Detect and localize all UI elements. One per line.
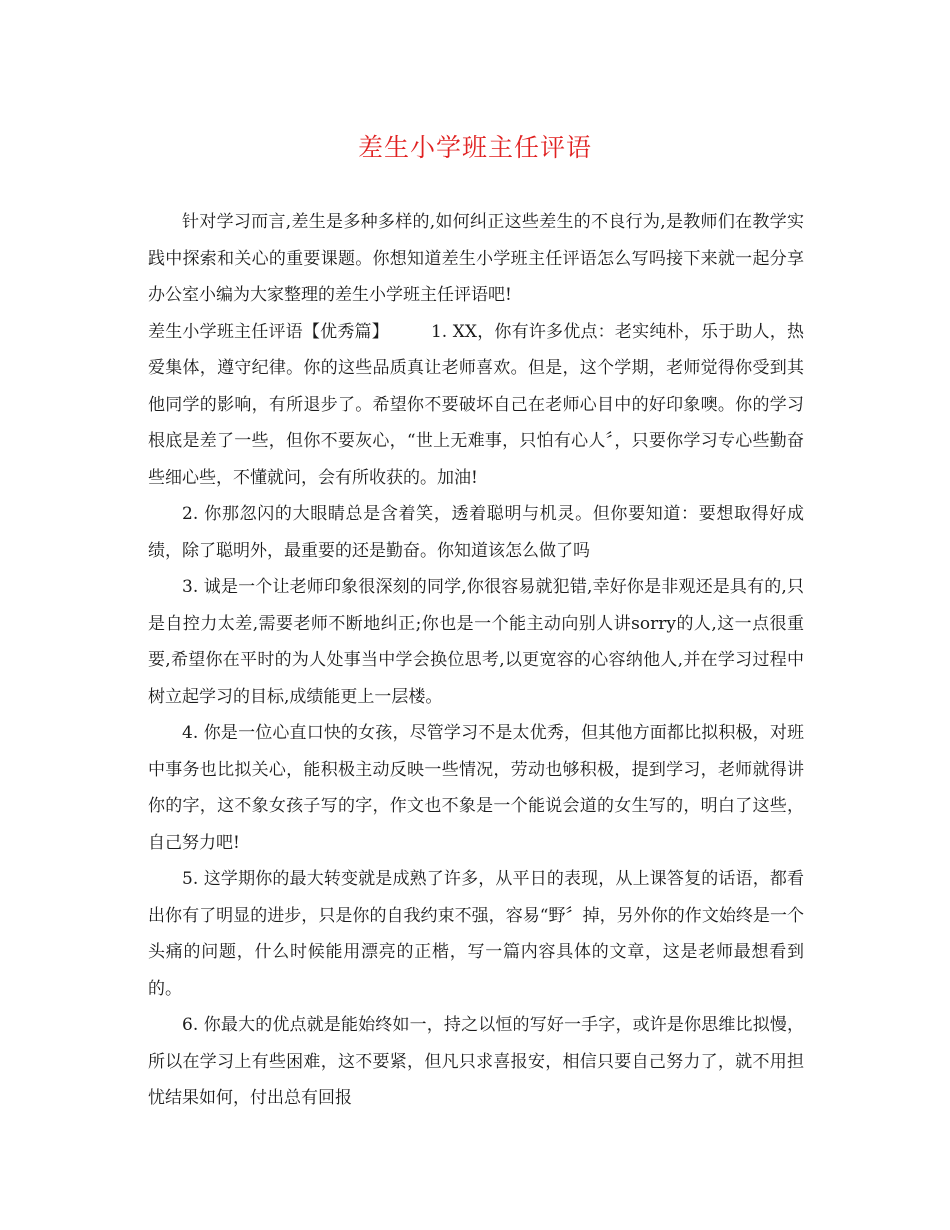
section-heading: 差生小学班主任评语【优秀篇】 [148,321,389,342]
item-6: 6. 你最大的优点就是能始终如一，持之以恒的写好一手字，或许是你思维比拟慢，所以在学习上有些困难，这不要紧，但凡只求喜报安，相信只要自己努力了，就不用担忧结果如何，付出总有回报 [148,1015,804,1108]
item-1: 1. XX，你有许多优点：老实纯朴，乐于助人，热爱集体，遵守纪律。你的这些品质真让老师喜欢。但是，这个学期，老师觉得你受到其他同学的影响，有所退步了。希望你不要破坏自己在老师心目中的好印象噢。你的学习根底是差了一些，但你不要灰心，“世上无难事，只怕有心人〞，只要你学习专心些勤奋些细心些，不懂就问，会有所收获的。加油! [148,321,804,488]
document-body [148,204,804,1117]
intro-paragraph: 针对学习而言,差生是多种多样的,如何纠正这些差生的不良行为,是教师们在教学实践中探索和关心的重要课题。你想知道差生小学班主任评语怎么写吗接下来就一起分享办公室小编为大家整理的差生小学班主任评语吧! [148,212,804,305]
item-5: 5. 这学期你的最大转变就是成熟了许多，从平日的表现，从上课答复的话语，都看出你有了明显的进步，只是你的自我约束不强，容易“野〞掉，另外你的作文始终是一个头痛的问题，什么时候能用漂亮的正楷，写一篇内容具体的文章，这是老师最想看到的。 [148,869,804,999]
document-title: 差生小学班主任评语 [357,133,592,162]
item-2: 2. 你那忽闪的大眼睛总是含着笑，透着聪明与机灵。但你要知道：要想取得好成绩，除了聪明外，最重要的还是勤奋。你知道该怎么做了吗 [148,504,804,561]
item-4: 4. 你是一位心直口快的女孩，尽管学习不是太优秀，但其他方面都比拟积极，对班中事务也比拟关心，能积极主动反映一些情况，劳动也够积极，提到学习，老师就得讲你的字，这不象女孩子写的字，作文也不象是一个能说会道的女生写的，明白了这些，自己努力吧! [148,723,804,853]
item-3: 3. 诚是一个让老师印象很深刻的同学,你很容易就犯错,幸好你是非观还是具有的,只是自控力太差,需要老师不断地纠正;你也是一个能主动向别人讲sorry的人,这一点很重要,希望你在平时的为人处事当中学会换位思考,以更宽容的心容纳他人,并在学习过程中树立起学习的目标,成绩能更上一层楼。 [148,577,804,707]
item-paragraph-1 [148,314,804,497]
